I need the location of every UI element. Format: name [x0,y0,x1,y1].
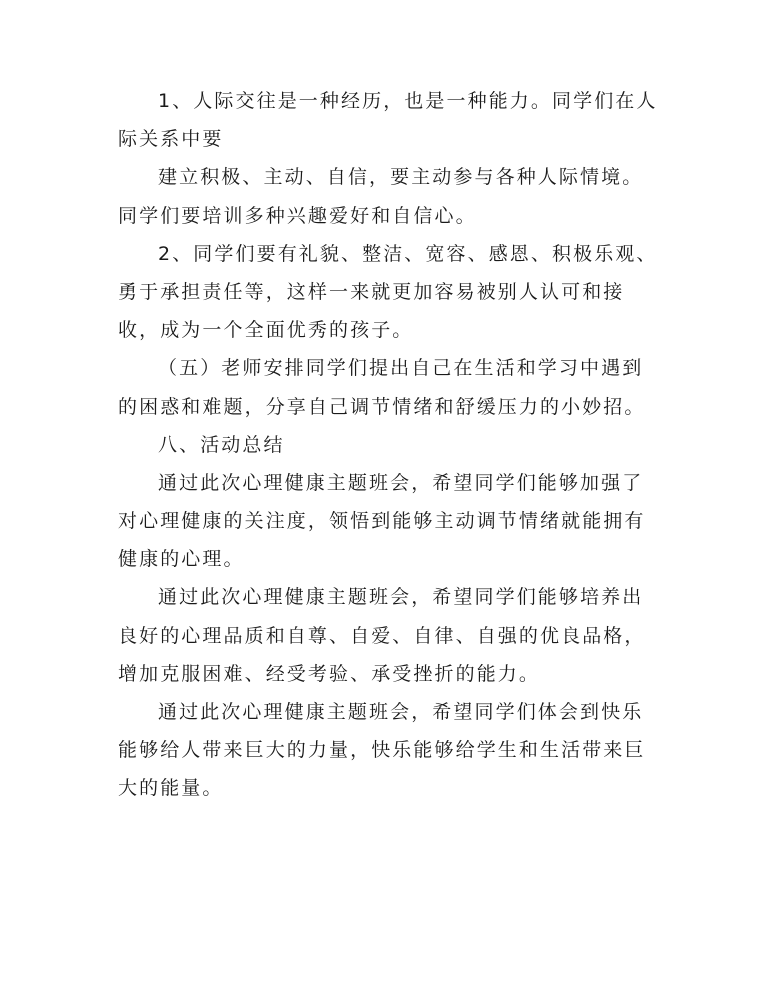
section-heading [118,426,658,464]
paragraph-line: 通过此次心理健康主题班会，希望同学们能够培养出 [158,586,644,609]
paragraph-line: 通过此次心理健康主题班会，希望同学们体会到快乐 [158,701,644,723]
paragraph-line: 建立积极、主动、自信，要主动参与各种人际情境。 [158,166,644,189]
paragraph-line: 对心理健康的关注度，领悟到能够主动调节情绪就能拥有 [118,510,646,533]
paragraph-line: 良好的心理品质和自尊、自爱、自律、自强的优良品格， [118,624,646,647]
paragraph-2 [118,158,658,234]
paragraph-line: 通过此次心理健康主题班会，希望同学们能够加强了 [158,471,644,494]
section-heading-text: 八、活动总结 [158,433,285,456]
paragraph-7 [118,578,658,693]
paragraph-line: 健康的心理。 [118,548,245,571]
paragraph-line: 能够给人带来巨大的力量，快乐能够给学生和生活带来巨 [118,739,646,762]
paragraph-line: 的困惑和难题，分享自己调节情绪和舒缓压力的小妙招。 [118,395,646,418]
paragraph-line: 增加克服困难、经受考验、承受挫折的能力。 [118,662,541,685]
paragraph-6 [118,464,658,579]
paragraph-line: （五）老师安排同学们提出自己在生活和学习中遇到 [158,357,644,380]
paragraph-line: 1、人际交往是一种经历，也是一种能力。同学们在人 [158,90,658,112]
paragraph-line: 勇于承担责任等，这样一来就更加容易被别人认可和接 [118,280,625,303]
document-body [118,82,658,808]
paragraph-3 [118,235,658,350]
paragraph-4 [118,349,658,425]
paragraph-8 [118,693,658,808]
paragraph-line: 大的能量。 [118,777,224,800]
paragraph-line: 收，成为一个全面优秀的孩子。 [118,319,414,342]
paragraph-line: 同学们要培训多种兴趣爱好和自信心。 [118,204,477,227]
paragraph-1 [118,82,658,158]
paragraph-line: 际关系中要 [118,128,224,151]
paragraph-line: 2、同学们要有礼貌、整洁、宽容、感恩、积极乐观、 [158,242,658,265]
